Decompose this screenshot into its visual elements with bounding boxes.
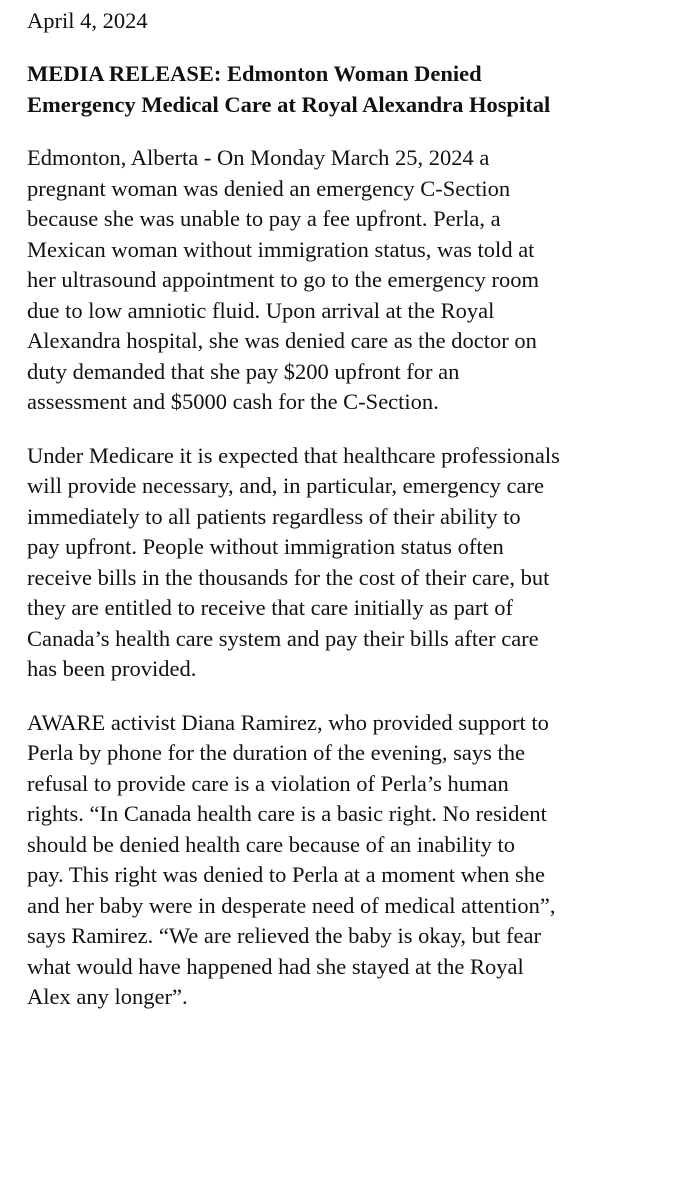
paragraph-incident — [27, 143, 677, 418]
text-line: should be denied health care because of an inability to — [27, 831, 515, 857]
text-line: has been provided. — [27, 656, 197, 681]
release-title — [27, 59, 677, 120]
text-line: Edmonton, Alberta - On Monday March 25, 2024 a — [27, 145, 490, 170]
text-line: Canada’s health care system and pay their bills after care — [27, 625, 539, 651]
text-line: they are entitled to receive that care initially as part of — [27, 595, 514, 620]
text-line: because she was unable to pay a fee upfront. Perla, a — [27, 206, 501, 231]
text-line: rights. “In Canada health care is a basic right. No resident — [27, 801, 547, 826]
text-line: and her baby were in desperate need of medical attention”, — [27, 892, 556, 918]
text-line: Under Medicare it is expected that healthcare professionals — [27, 442, 560, 468]
text-line: says Ramirez. “We are relieved the baby is okay, but fear — [27, 923, 542, 948]
text-line: receive bills in the thousands for the cost of their care, but — [27, 564, 550, 590]
title-line: Emergency Medical Care at Royal Alexandra Hospital — [27, 91, 551, 117]
text-line: Perla by phone for the duration of the evening, says the — [27, 740, 525, 765]
text-line: pay upfront. People without immigration status often — [27, 534, 504, 559]
text-line: due to low amniotic fluid. Upon arrival at the Royal — [27, 297, 495, 323]
text-line: will provide necessary, and, in particular, emergency care — [27, 473, 544, 498]
text-line: Alexandra hospital, she was denied care as the doctor on — [27, 328, 537, 353]
title-line: MEDIA RELEASE: Edmonton Woman Denied — [27, 61, 482, 86]
text-line: Mexican woman without immigration status, was told at — [27, 236, 535, 262]
paragraph-quote — [27, 708, 677, 1013]
text-line: refusal to provide care is a violation of Perla’s human — [27, 770, 509, 796]
text-line: immediately to all patients regardless of their ability to — [27, 503, 521, 529]
text-line: assessment and $5000 cash for the C-Section. — [27, 389, 439, 414]
text-line: Alex any longer”. — [27, 984, 188, 1009]
text-line: AWARE activist Diana Ramirez, who provided support to — [27, 709, 549, 735]
text-line: pregnant woman was denied an emergency C-Section — [27, 175, 511, 201]
text-line: pay. This right was denied to Perla at a moment when she — [27, 862, 546, 887]
text-line: her ultrasound appointment to go to the emergency room — [27, 267, 539, 292]
text-line: what would have happened had she stayed at the Royal — [27, 953, 524, 979]
release-date: April 4, 2024 — [27, 8, 148, 33]
paragraph-medicare — [27, 441, 677, 685]
media-release-document — [27, 0, 677, 1013]
text-line: duty demanded that she pay $200 upfront for an — [27, 358, 460, 384]
